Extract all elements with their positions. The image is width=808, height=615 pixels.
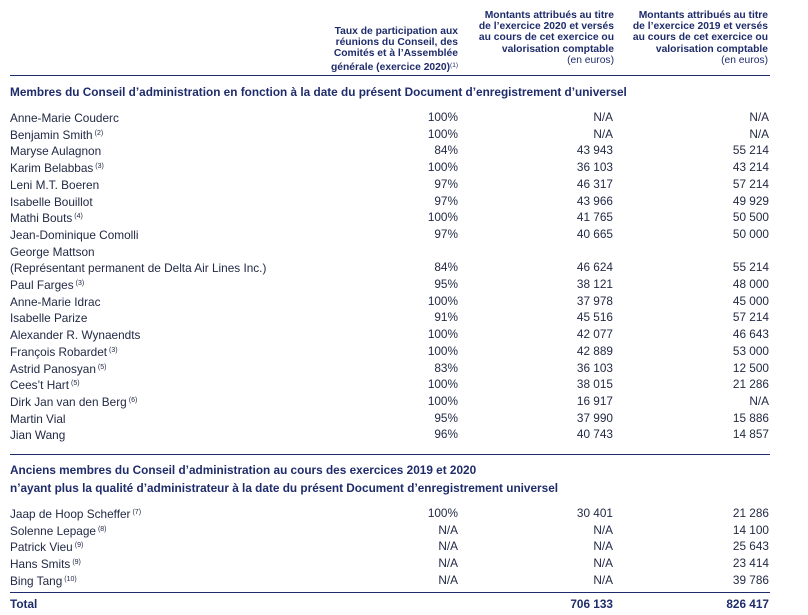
- table-row: [10, 276, 770, 293]
- member-name: Alexander R. Wynaendts: [10, 328, 141, 343]
- header-col1-line2: réunions du Conseil, des: [335, 37, 458, 49]
- table-row: [10, 410, 770, 427]
- amount-2019: 23 414: [732, 556, 769, 571]
- table-row: [10, 343, 770, 360]
- amount-2019: 14 857: [732, 427, 769, 442]
- total-label: Total: [10, 597, 38, 611]
- header-col2-line4: valorisation comptable: [501, 43, 614, 55]
- amount-2020: 37 990: [576, 410, 613, 425]
- header-col3-unit: (en euros): [721, 54, 768, 66]
- footnote-ref: (3): [109, 346, 118, 354]
- amount-2020: 43 966: [576, 193, 613, 208]
- table-row: [10, 360, 770, 377]
- table-row: [10, 176, 770, 193]
- member-name: Anne-Marie Idrac: [10, 294, 101, 309]
- participation-rate: 100%: [427, 126, 458, 141]
- amount-2019: 57 214: [732, 310, 769, 325]
- section-divider: [10, 454, 770, 455]
- member-name: Anne-Marie Couderc: [10, 111, 119, 125]
- table-row: [10, 393, 770, 410]
- member-name: Paul Farges: [10, 278, 74, 292]
- member-name-cell: [10, 176, 101, 194]
- table-row: [10, 259, 770, 276]
- participation-rate: 95%: [434, 277, 458, 291]
- participation-rate: 100%: [427, 343, 458, 358]
- participation-rate: 100%: [427, 160, 458, 175]
- amount-2020: 38 015: [576, 377, 613, 392]
- amount-2019: 48 000: [732, 277, 769, 291]
- amount-2019: N/A: [749, 393, 769, 408]
- amount-2020: 42 889: [576, 343, 613, 358]
- member-name-cell: [10, 505, 141, 523]
- member-name: Martin Vial: [10, 411, 66, 426]
- amount-2020: 46 317: [576, 176, 613, 191]
- footnote-ref: (6): [128, 396, 138, 404]
- table-row: [10, 572, 770, 589]
- table-row: [10, 209, 770, 226]
- member-name-cell: [10, 159, 104, 177]
- member-name: Mathi Bouts: [10, 211, 73, 226]
- member-name: George Mattson: [10, 244, 95, 259]
- member-name: Isabelle Parize: [10, 311, 88, 326]
- table-row: [10, 522, 770, 539]
- amount-2019: 50 500: [732, 210, 769, 225]
- header-col1-line3: Comités et à l’Assemblée: [333, 48, 458, 60]
- footnote-ref: (4): [74, 213, 83, 221]
- member-name: Bing Tang: [10, 573, 63, 588]
- footnote-ref: (7): [132, 509, 142, 516]
- amount-2019: 12 500: [732, 360, 769, 375]
- amount-2019: 50 000: [732, 226, 769, 241]
- member-name-cell: [10, 259, 268, 277]
- participation-rate: N/A: [438, 522, 458, 537]
- table-row: [10, 293, 770, 310]
- member-name-cell: [10, 209, 83, 227]
- member-name-cell: [10, 109, 121, 127]
- total-2019: 826 417: [726, 597, 769, 611]
- header-participation-rate: [300, 26, 458, 73]
- amount-2020: 38 121: [576, 277, 613, 291]
- participation-rate: 91%: [434, 310, 458, 325]
- member-name-cell: [10, 243, 97, 261]
- amount-2019: N/A: [749, 126, 769, 141]
- member-name: Hans Smits: [10, 557, 71, 572]
- table-row: [10, 243, 770, 260]
- total-divider: [10, 592, 770, 593]
- amount-2020: 43 943: [576, 143, 613, 158]
- member-name-cell: [10, 393, 137, 411]
- amount-2019: 15 886: [732, 410, 769, 425]
- amount-2019: 45 000: [732, 293, 769, 308]
- table-row: [10, 226, 770, 243]
- footnote-ref: (2): [94, 129, 104, 137]
- member-name-cell: [10, 309, 89, 327]
- amount-2020: 16 917: [576, 393, 613, 408]
- participation-rate: 100%: [427, 327, 458, 342]
- participation-rate: 97%: [434, 226, 458, 241]
- member-name-cell: [10, 572, 77, 590]
- amount-2020: N/A: [593, 556, 613, 571]
- member-name: François Robardet: [10, 344, 108, 359]
- amount-2020: N/A: [593, 539, 613, 554]
- header-amounts-2020: [462, 10, 614, 66]
- member-name-cell: [10, 522, 107, 540]
- member-name-cell: [10, 555, 81, 573]
- member-name-cell: [10, 293, 102, 311]
- header-col3-line2: de l’exercice 2019 et versés: [632, 21, 768, 33]
- table-row: [10, 159, 770, 176]
- member-name-cell: [10, 360, 106, 378]
- header-amounts-2019: [618, 10, 768, 66]
- amount-2020: N/A: [593, 522, 613, 537]
- amount-2019: N/A: [749, 110, 769, 124]
- amount-2020: N/A: [593, 126, 613, 141]
- participation-rate: 100%: [427, 110, 458, 124]
- total-2020: 706 133: [570, 597, 613, 611]
- footnote-ref: (5): [71, 380, 80, 388]
- member-name: Benjamin Smith: [10, 127, 93, 142]
- participation-rate: N/A: [438, 572, 458, 587]
- section-current-members-title: Membres du Conseil d’administration en fonction à la date du présent Document d’enregistrement d’universel: [10, 85, 627, 99]
- amount-2019: 14 100: [732, 522, 769, 537]
- section-former-members-title-line2: n’ayant plus la qualité d’administrateur à la date du présent Document d’enregistrement universel: [10, 481, 559, 495]
- header-col3-line3: au cours de cet exercice ou: [632, 32, 768, 44]
- amount-2020: 30 401: [576, 506, 613, 520]
- footnote-ref: (9): [72, 559, 81, 567]
- member-name: Jaap de Hoop Scheffer: [10, 507, 131, 521]
- amount-2019: 46 643: [732, 327, 769, 342]
- table-row: [10, 109, 770, 126]
- amount-2019: 25 643: [732, 539, 769, 554]
- member-name: Dirk Jan van den Berg: [10, 394, 127, 409]
- participation-rate: N/A: [438, 539, 458, 554]
- participation-rate: 97%: [434, 176, 458, 191]
- table-row: [10, 309, 770, 326]
- footnote-ref: (9): [74, 542, 84, 550]
- member-name-cell: [10, 538, 83, 556]
- member-name: (Représentant permanent de Delta Air Lines Inc.): [10, 261, 267, 276]
- member-name: Isabelle Bouillot: [10, 194, 93, 209]
- participation-rate: 100%: [427, 377, 458, 392]
- table-row: [10, 555, 770, 572]
- member-name-cell: [10, 343, 118, 361]
- member-name: Patrick Vieu: [10, 540, 73, 555]
- member-name-cell: [10, 193, 95, 211]
- participation-rate: 100%: [427, 293, 458, 308]
- member-name-cell: [10, 426, 67, 444]
- footnote-ref: (10): [64, 575, 77, 583]
- amount-2020: 40 665: [576, 226, 613, 241]
- member-name: Astrid Panosyan: [10, 361, 96, 376]
- participation-rate: 95%: [434, 410, 458, 425]
- header-col1-line4: générale (exercice 2020): [330, 61, 451, 73]
- participation-rate: 100%: [427, 393, 458, 408]
- footnote-ref: (3): [95, 163, 104, 171]
- footnote-ref: (8): [97, 525, 107, 533]
- header-divider: [10, 75, 770, 76]
- participation-rate: 84%: [434, 143, 458, 158]
- amount-2020: 37 978: [576, 293, 613, 308]
- amount-2019: 21 286: [732, 506, 769, 520]
- table-row: [10, 193, 770, 210]
- table-row: [10, 538, 770, 555]
- header-col2-unit: (en euros): [567, 54, 614, 66]
- member-name-cell: [10, 326, 142, 344]
- member-name-cell: [10, 142, 103, 160]
- amount-2020: N/A: [593, 110, 613, 124]
- member-name-cell: [10, 376, 80, 394]
- member-name-cell: [10, 226, 141, 244]
- amount-2020: 45 516: [576, 310, 613, 325]
- header-col3-line4: valorisation comptable: [655, 43, 768, 55]
- amount-2019: 39 786: [732, 572, 769, 587]
- table-row: [10, 126, 770, 143]
- amount-2019: 21 286: [732, 377, 769, 392]
- table-row: [10, 376, 770, 393]
- participation-rate: 97%: [434, 193, 458, 208]
- amount-2020: 40 743: [576, 427, 613, 442]
- amount-2020: 36 103: [576, 160, 613, 175]
- footnote-ref: (3): [75, 280, 85, 287]
- participation-rate: 83%: [434, 360, 458, 375]
- table-row: [10, 326, 770, 343]
- header-col2-line3: au cours de cet exercice ou: [478, 32, 614, 44]
- participation-rate: N/A: [438, 556, 458, 571]
- header-col1-line1: Taux de participation aux: [334, 26, 458, 37]
- header-col2-line2: de l’exercice 2020 et versés: [478, 21, 614, 33]
- participation-rate: 100%: [427, 210, 458, 225]
- amount-2020: N/A: [593, 572, 613, 587]
- member-name: Leni M.T. Boeren: [10, 177, 100, 192]
- amount-2019: 49 929: [732, 193, 769, 208]
- amount-2019: 55 214: [732, 260, 769, 275]
- total-row: [10, 596, 770, 613]
- table-row: [10, 426, 770, 443]
- member-name: Solenne Lepage: [10, 523, 96, 538]
- header-col1-note: (1): [450, 61, 458, 69]
- header-col3-line1: Montants attribués au titre: [638, 10, 768, 21]
- amount-2019: 43 214: [732, 160, 769, 175]
- member-name: Jean-Dominique Comolli: [10, 227, 139, 242]
- amount-2020: 42 077: [576, 327, 613, 342]
- member-name-cell: [10, 410, 68, 428]
- participation-rate: 96%: [434, 427, 458, 442]
- member-name-cell: [10, 276, 84, 294]
- member-name: Cees’t Hart: [10, 378, 70, 393]
- member-name-cell: [10, 126, 103, 144]
- amount-2019: 57 214: [732, 176, 769, 191]
- footnote-ref: (5): [97, 363, 107, 371]
- table-row: [10, 142, 770, 159]
- amount-2019: 55 214: [732, 143, 769, 158]
- section-former-members-title-line1: Anciens membres du Conseil d’administration au cours des exercices 2019 et 2020: [10, 463, 477, 477]
- table-row: [10, 505, 770, 522]
- member-name: Karim Belabbas: [10, 161, 94, 176]
- member-name: Jian Wang: [10, 428, 66, 443]
- header-col2-line1: Montants attribués au titre: [484, 10, 614, 21]
- participation-rate: 100%: [427, 506, 458, 520]
- amount-2020: 36 103: [576, 360, 613, 375]
- amount-2020: 41 765: [576, 210, 613, 225]
- amount-2019: 53 000: [732, 343, 769, 358]
- member-name: Maryse Aulagnon: [10, 144, 102, 159]
- participation-rate: 84%: [434, 260, 458, 275]
- amount-2020: 46 624: [576, 260, 613, 275]
